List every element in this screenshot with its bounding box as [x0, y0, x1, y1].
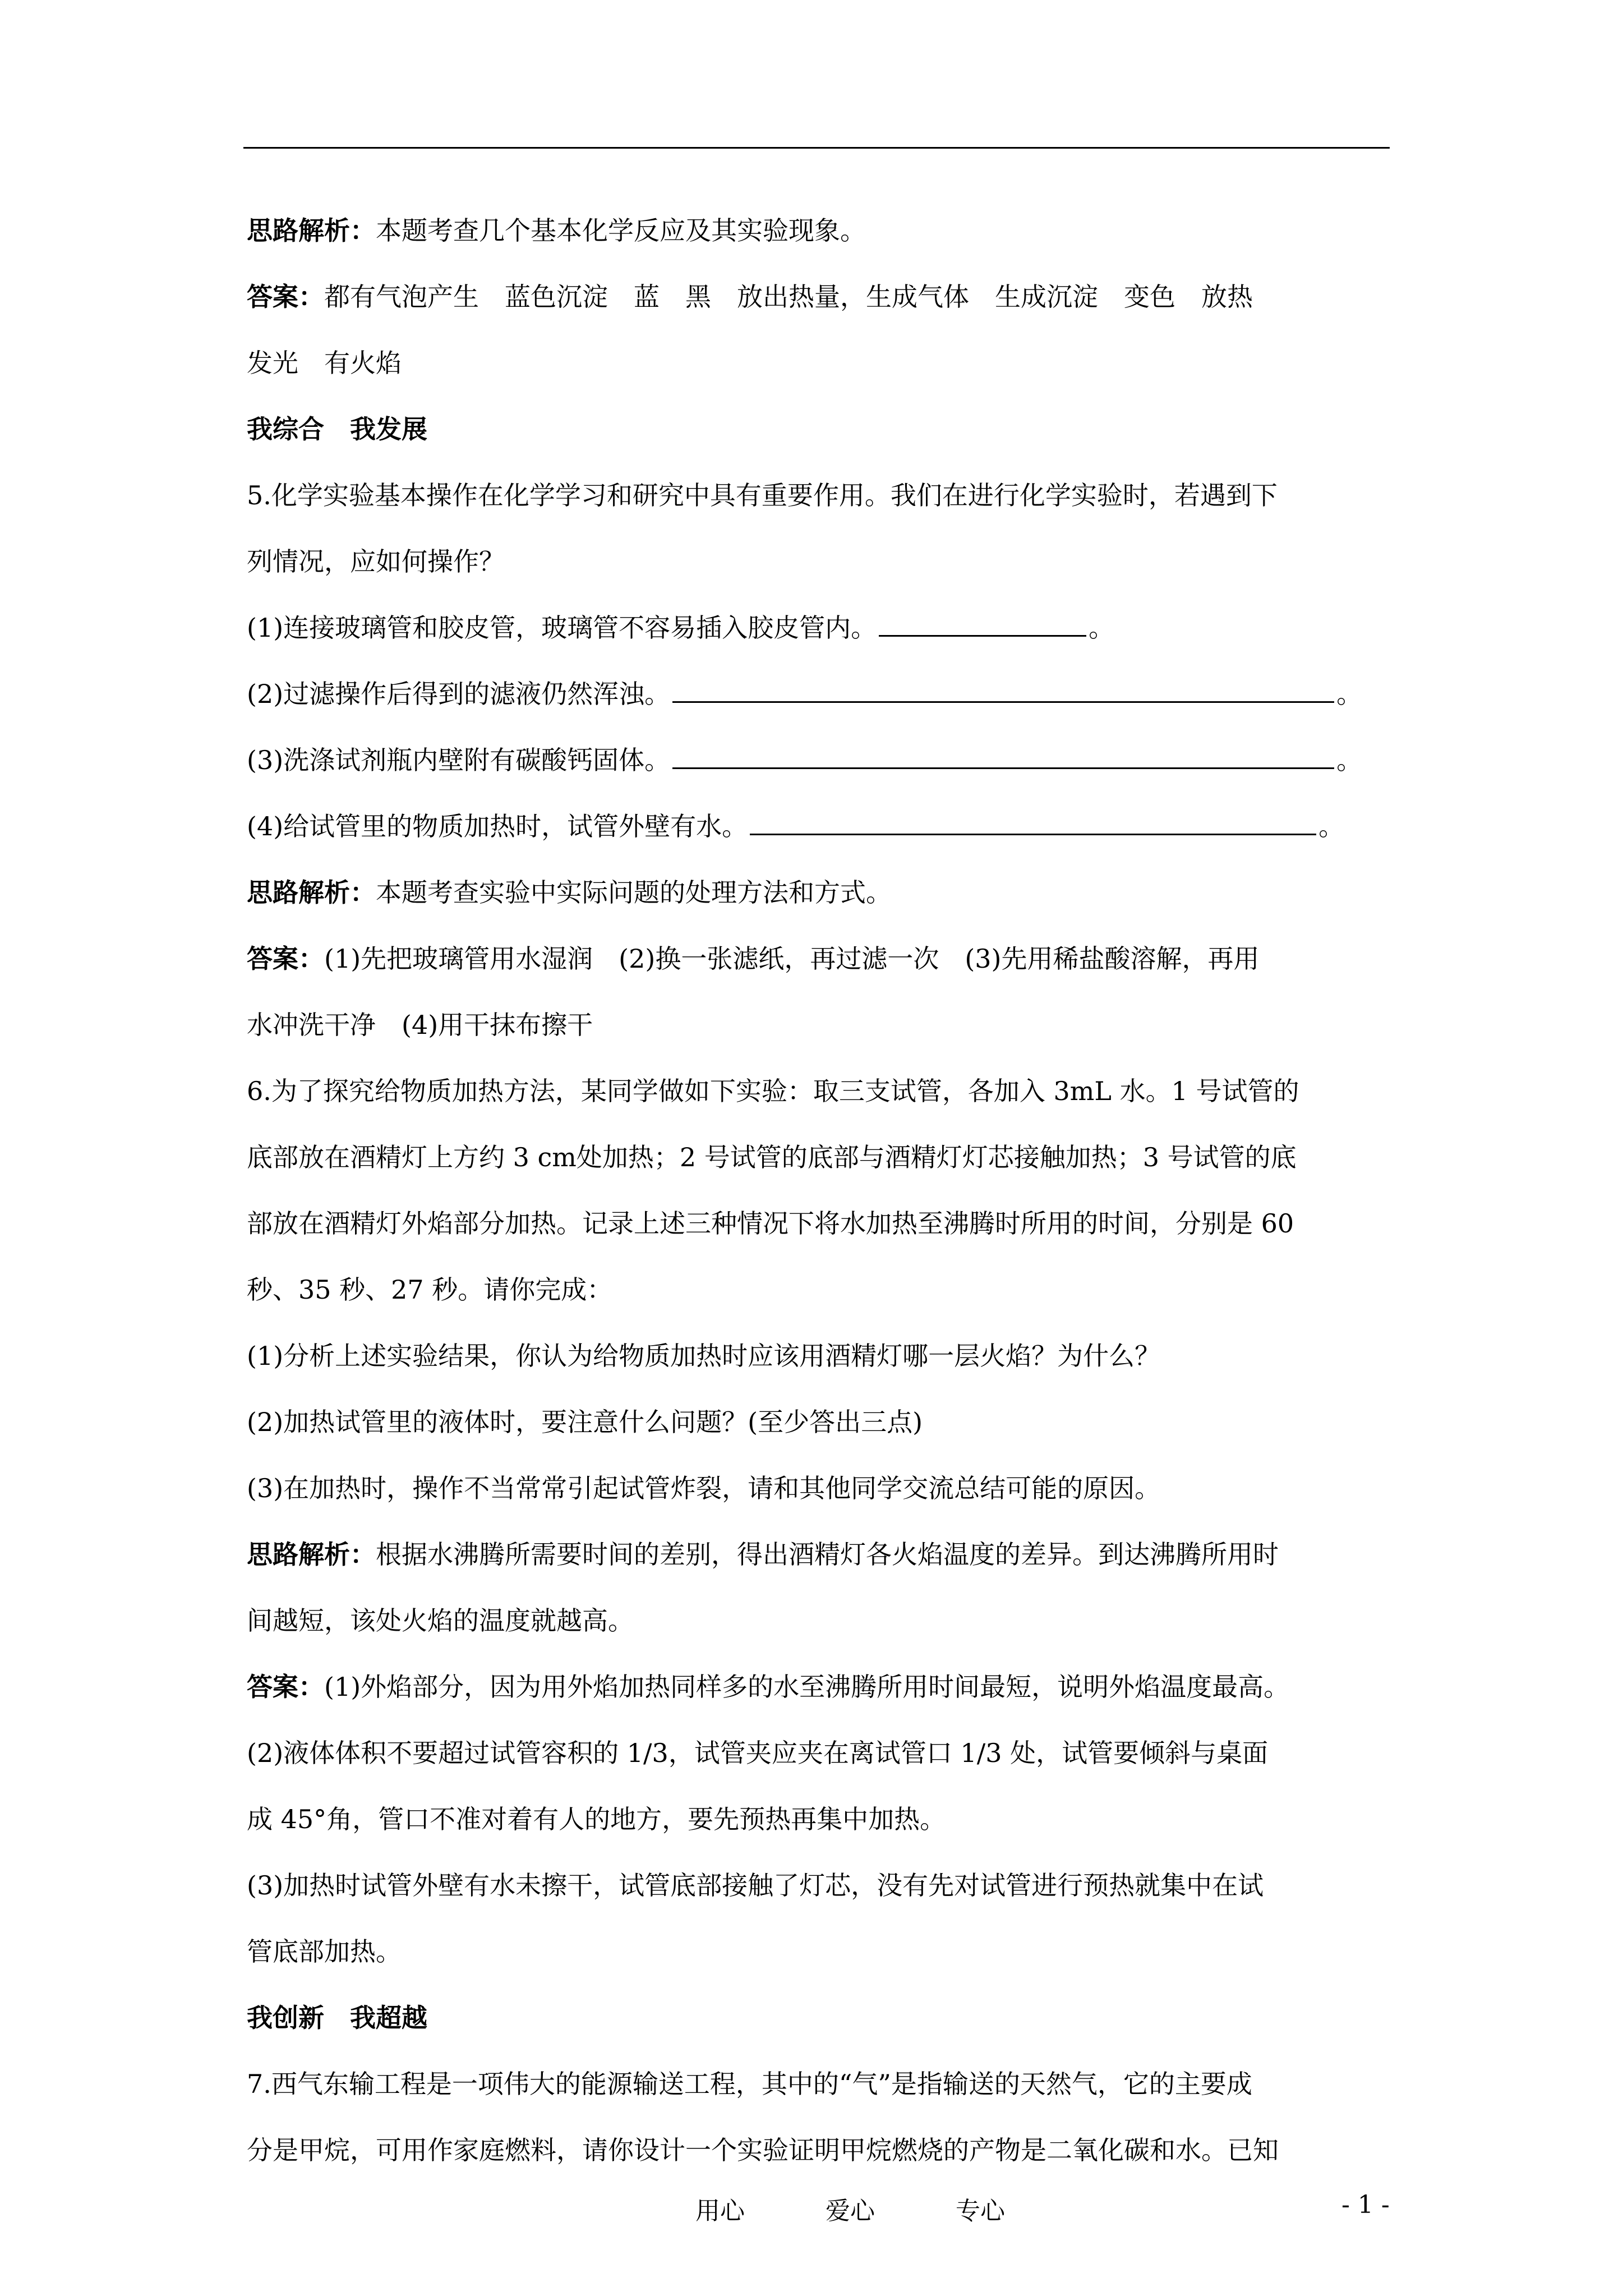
text-run: 底部放在酒精灯上方约 3 cm处加热；2 号试管的底部与酒精灯灯芯接触加热；3 号试管的底: [247, 1142, 1297, 1172]
text-run: 。: [1318, 811, 1345, 841]
text-run: 。: [1336, 679, 1363, 709]
footer-motto-2: 爱心: [826, 2197, 875, 2225]
text-line: [247, 197, 1391, 264]
text-run: (2)加热试管里的液体时，要注意什么问题？(至少答出三点): [247, 1407, 923, 1437]
text-line: [247, 727, 1391, 793]
text-line: [247, 462, 1391, 528]
text-line: [247, 661, 1391, 727]
text-line: [247, 396, 1391, 462]
text-run: 5.化学实验基本操作在化学学习和研究中具有重要作用。我们在进行化学实验时，若遇到下: [247, 480, 1278, 510]
page-number: - 1 -: [1341, 2191, 1390, 2219]
text-line: [247, 2117, 1391, 2183]
text-run: 成 45°角，管口不准对着有人的地方，要先预热再集中加热。: [247, 1804, 946, 1834]
text-line: [247, 1323, 1391, 1389]
text-line: [247, 528, 1391, 595]
text-run: (3)洗涤试剂瓶内壁附有碳酸钙固体。: [247, 745, 671, 775]
text-run: 管底部加热。: [247, 1936, 402, 1967]
text-run: (2)过滤操作后得到的滤液仍然浑浊。: [247, 679, 671, 709]
bold-label: 答案：: [247, 944, 324, 974]
text-line: [247, 1786, 1391, 1852]
text-run: (1)连接玻璃管和胶皮管，玻璃管不容易插入胶皮管内。: [247, 613, 877, 643]
footer-motto: [695, 2191, 1078, 2226]
text-run: 分是甲烷，可用作家庭燃料，请你设计一个实验证明甲烷燃烧的产物是二氧化碳和水。已知: [247, 2135, 1279, 2165]
header-rule: [243, 147, 1390, 149]
text-run: (3)加热时试管外壁有水未擦干，试管底部接触了灯芯，没有先对试管进行预热就集中在试: [247, 1870, 1264, 1901]
text-line: [247, 1521, 1391, 1588]
text-line: [247, 1588, 1391, 1654]
text-line: [247, 1918, 1391, 1985]
answer-blank: [879, 613, 1086, 637]
bold-label: 我创新 我超越: [247, 2003, 427, 2033]
text-run: 。: [1089, 613, 1115, 643]
text-run: 6.为了探究给物质加热方法，某同学做如下实验：取三支试管，各加入 3mL 水。1 号试管的: [247, 1076, 1299, 1106]
text-run: 根据水沸腾所需要时间的差别，得出酒精灯各火焰温度的差异。到达沸腾所用时: [376, 1539, 1279, 1570]
text-line: [247, 926, 1391, 992]
text-run: 间越短，该处火焰的温度就越高。: [247, 1605, 634, 1636]
text-run: (1)先把玻璃管用水湿润 (2)换一张滤纸，再过滤一次 (3)先用稀盐酸溶解，再用: [324, 944, 1260, 974]
text-run: (1)外焰部分，因为用外焰加热同样多的水至沸腾所用时间最短，说明外焰温度最高。: [324, 1672, 1290, 1702]
text-line: [247, 264, 1391, 330]
text-run: 水冲洗干净 (4)用干抹布擦干: [247, 1010, 593, 1040]
text-line: [247, 1455, 1391, 1521]
text-run: 都有气泡产生 蓝色沉淀 蓝 黑 放出热量，生成气体 生成沉淀 变色 放热: [324, 282, 1253, 312]
text-run: 发光 有火焰: [247, 348, 402, 378]
footer-motto-1: 用心: [695, 2197, 745, 2225]
text-run: 。: [1336, 745, 1363, 775]
text-run: 秒、35 秒、27 秒。请你完成：: [247, 1274, 613, 1305]
text-run: 7.西气东输工程是一项伟大的能源输送工程，其中的“气”是指输送的天然气，它的主要成: [247, 2069, 1252, 2099]
text-line: [247, 1985, 1391, 2051]
bold-label: 答案：: [247, 1672, 324, 1702]
answer-blank: [672, 679, 1334, 703]
bold-label: 思路解析：: [247, 215, 376, 246]
text-run: 部放在酒精灯外焰部分加热。记录上述三种情况下将水加热至沸腾时所用的时间，分别是 60: [247, 1208, 1294, 1239]
text-line: [247, 793, 1391, 859]
text-line: [247, 859, 1391, 926]
text-line: [247, 595, 1391, 661]
bold-label: 我综合 我发展: [247, 414, 427, 444]
footer-motto-3: 专心: [956, 2197, 1005, 2225]
bold-label: 答案：: [247, 282, 324, 312]
text-line: [247, 1389, 1391, 1455]
text-run: 本题考查几个基本化学反应及其实验现象。: [376, 215, 866, 246]
bold-label: 思路解析：: [247, 1539, 376, 1570]
text-run: (3)在加热时，操作不当常常引起试管炸裂，请和其他同学交流总结可能的原因。: [247, 1473, 1161, 1503]
text-line: [247, 330, 1391, 396]
text-run: 本题考查实验中实际问题的处理方法和方式。: [376, 877, 892, 908]
text-line: [247, 1852, 1391, 1918]
text-line: [247, 1257, 1391, 1323]
text-run: (4)给试管里的物质加热时，试管外壁有水。: [247, 811, 748, 841]
text-line: [247, 992, 1391, 1058]
text-run: 列情况，应如何操作？: [247, 546, 505, 577]
answer-blank: [750, 811, 1316, 835]
text-line: [247, 2051, 1391, 2117]
text-run: (1)分析上述实验结果，你认为给物质加热时应该用酒精灯哪一层火焰？为什么？: [247, 1341, 1161, 1371]
text-line: [247, 1654, 1391, 1720]
text-line: [247, 1720, 1391, 1786]
text-line: [247, 1190, 1391, 1257]
bold-label: 思路解析：: [247, 877, 376, 908]
text-line: [247, 1124, 1391, 1190]
document-body: [247, 197, 1391, 2183]
answer-blank: [672, 745, 1334, 769]
text-run: (2)液体体积不要超过试管容积的 1/3，试管夹应夹在离试管口 1/3 处，试管要倾斜与桌面: [247, 1738, 1269, 1768]
text-line: [247, 1058, 1391, 1124]
